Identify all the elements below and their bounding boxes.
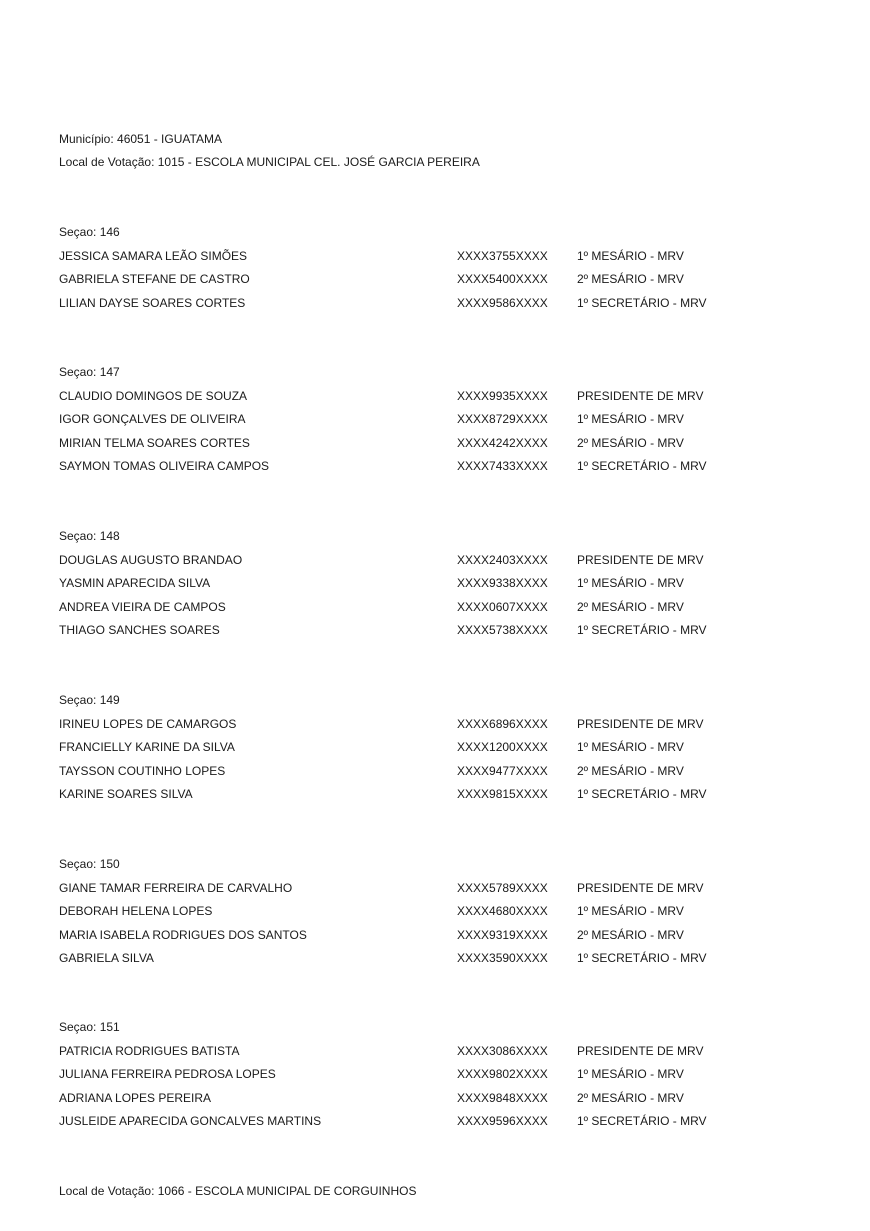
member-row bbox=[59, 248, 819, 264]
member-row bbox=[59, 716, 819, 732]
member-role: 1º MESÁRIO - MRV bbox=[577, 740, 684, 754]
member-name: ADRIANA LOPES PEREIRA bbox=[59, 1091, 212, 1105]
member-name: ANDREA VIEIRA DE CAMPOS bbox=[59, 600, 226, 614]
member-name: IGOR GONÇALVES DE OLIVEIRA bbox=[59, 412, 246, 426]
member-code: XXXX7433XXXX bbox=[457, 459, 548, 473]
member-role: 1º MESÁRIO - MRV bbox=[577, 412, 684, 426]
member-code: XXXX2403XXXX bbox=[457, 553, 548, 567]
member-code: XXXX5400XXXX bbox=[457, 272, 548, 286]
member-code: XXXX1200XXXX bbox=[457, 740, 548, 754]
member-role: PRESIDENTE DE MRV bbox=[577, 881, 704, 895]
member-row bbox=[59, 271, 819, 287]
member-name: TAYSSON COUTINHO LOPES bbox=[59, 764, 226, 778]
section-label: Seçao: 151 bbox=[59, 1020, 120, 1034]
member-row bbox=[59, 880, 819, 896]
member-row bbox=[59, 786, 819, 802]
member-row bbox=[59, 763, 819, 779]
member-role: 2º MESÁRIO - MRV bbox=[577, 600, 684, 614]
member-role: PRESIDENTE DE MRV bbox=[577, 717, 704, 731]
member-code: XXXX9596XXXX bbox=[457, 1114, 548, 1128]
section-label: Seçao: 148 bbox=[59, 529, 120, 543]
member-code: XXXX9935XXXX bbox=[457, 389, 548, 403]
member-code: XXXX9848XXXX bbox=[457, 1091, 548, 1105]
member-role: 2º MESÁRIO - MRV bbox=[577, 764, 684, 778]
member-name: JUSLEIDE APARECIDA GONCALVES MARTINS bbox=[59, 1114, 322, 1128]
municipio-line: Município: 46051 - IGUATAMA bbox=[59, 132, 222, 146]
member-code: XXXX9338XXXX bbox=[457, 576, 548, 590]
member-code: XXXX9477XXXX bbox=[457, 764, 548, 778]
member-row bbox=[59, 552, 819, 568]
member-code: XXXX3086XXXX bbox=[457, 1044, 548, 1058]
member-role: 1º SECRETÁRIO - MRV bbox=[577, 296, 707, 310]
member-code: XXXX3590XXXX bbox=[457, 951, 548, 965]
member-row bbox=[59, 1090, 819, 1106]
member-name: THIAGO SANCHES SOARES bbox=[59, 623, 220, 637]
member-name: JULIANA FERREIRA PEDROSA LOPES bbox=[59, 1067, 276, 1081]
member-name: GABRIELA SILVA bbox=[59, 951, 154, 965]
member-row bbox=[59, 1113, 819, 1129]
next-local-votacao-line: Local de Votação: 1066 - ESCOLA MUNICIPAL DE CORGUINHOS bbox=[59, 1184, 417, 1198]
member-name: JESSICA SAMARA LEÃO SIMÕES bbox=[59, 249, 248, 263]
member-role: PRESIDENTE DE MRV bbox=[577, 1044, 704, 1058]
member-role: 2º MESÁRIO - MRV bbox=[577, 1091, 684, 1105]
member-name: GIANE TAMAR FERREIRA DE CARVALHO bbox=[59, 881, 293, 895]
member-name: YASMIN APARECIDA SILVA bbox=[59, 576, 211, 590]
member-code: XXXX6896XXXX bbox=[457, 717, 548, 731]
member-name: FRANCIELLY KARINE DA SILVA bbox=[59, 740, 235, 754]
member-name: SAYMON TOMAS OLIVEIRA CAMPOS bbox=[59, 459, 270, 473]
member-role: PRESIDENTE DE MRV bbox=[577, 553, 704, 567]
member-role: 1º SECRETÁRIO - MRV bbox=[577, 623, 707, 637]
member-code: XXXX9815XXXX bbox=[457, 787, 548, 801]
member-row bbox=[59, 435, 819, 451]
member-role: 1º MESÁRIO - MRV bbox=[577, 1067, 684, 1081]
member-name: KARINE SOARES SILVA bbox=[59, 787, 193, 801]
member-row bbox=[59, 1066, 819, 1082]
member-row bbox=[59, 575, 819, 591]
member-name: IRINEU LOPES DE CAMARGOS bbox=[59, 717, 237, 731]
member-name: DOUGLAS AUGUSTO BRANDAO bbox=[59, 553, 243, 567]
member-code: XXXX4680XXXX bbox=[457, 904, 548, 918]
member-code: XXXX5738XXXX bbox=[457, 623, 548, 637]
local-votacao-line: Local de Votação: 1015 - ESCOLA MUNICIPAL CEL. JOSÉ GARCIA PEREIRA bbox=[59, 155, 480, 169]
member-row bbox=[59, 295, 819, 311]
member-code: XXXX9319XXXX bbox=[457, 928, 548, 942]
member-name: DEBORAH HELENA LOPES bbox=[59, 904, 213, 918]
member-name: LILIAN DAYSE SOARES CORTES bbox=[59, 296, 246, 310]
member-row bbox=[59, 411, 819, 427]
section-label: Seçao: 150 bbox=[59, 857, 120, 871]
member-row bbox=[59, 599, 819, 615]
member-code: XXXX4242XXXX bbox=[457, 436, 548, 450]
section-label: Seçao: 147 bbox=[59, 365, 120, 379]
member-role: PRESIDENTE DE MRV bbox=[577, 389, 704, 403]
member-code: XXXX9586XXXX bbox=[457, 296, 548, 310]
member-role: 2º MESÁRIO - MRV bbox=[577, 928, 684, 942]
member-role: 1º SECRETÁRIO - MRV bbox=[577, 951, 707, 965]
member-role: 1º MESÁRIO - MRV bbox=[577, 904, 684, 918]
member-row bbox=[59, 950, 819, 966]
member-row bbox=[59, 739, 819, 755]
member-name: MARIA ISABELA RODRIGUES DOS SANTOS bbox=[59, 928, 307, 942]
member-name: MIRIAN TELMA SOARES CORTES bbox=[59, 436, 250, 450]
member-name: CLAUDIO DOMINGOS DE SOUZA bbox=[59, 389, 248, 403]
member-name: GABRIELA STEFANE DE CASTRO bbox=[59, 272, 250, 286]
member-name: PATRICIA RODRIGUES BATISTA bbox=[59, 1044, 240, 1058]
member-role: 1º SECRETÁRIO - MRV bbox=[577, 787, 707, 801]
member-role: 1º SECRETÁRIO - MRV bbox=[577, 1114, 707, 1128]
member-role: 2º MESÁRIO - MRV bbox=[577, 272, 684, 286]
member-code: XXXX9802XXXX bbox=[457, 1067, 548, 1081]
member-row bbox=[59, 927, 819, 943]
member-row bbox=[59, 1043, 819, 1059]
member-code: XXXX0607XXXX bbox=[457, 600, 548, 614]
member-row bbox=[59, 903, 819, 919]
member-code: XXXX8729XXXX bbox=[457, 412, 548, 426]
member-row bbox=[59, 622, 819, 638]
member-code: XXXX5789XXXX bbox=[457, 881, 548, 895]
member-role: 1º MESÁRIO - MRV bbox=[577, 576, 684, 590]
member-role: 1º MESÁRIO - MRV bbox=[577, 249, 684, 263]
member-row bbox=[59, 458, 819, 474]
member-row bbox=[59, 388, 819, 404]
member-code: XXXX3755XXXX bbox=[457, 249, 548, 263]
member-role: 1º SECRETÁRIO - MRV bbox=[577, 459, 707, 473]
section-label: Seçao: 146 bbox=[59, 225, 120, 239]
section-label: Seçao: 149 bbox=[59, 693, 120, 707]
member-role: 2º MESÁRIO - MRV bbox=[577, 436, 684, 450]
